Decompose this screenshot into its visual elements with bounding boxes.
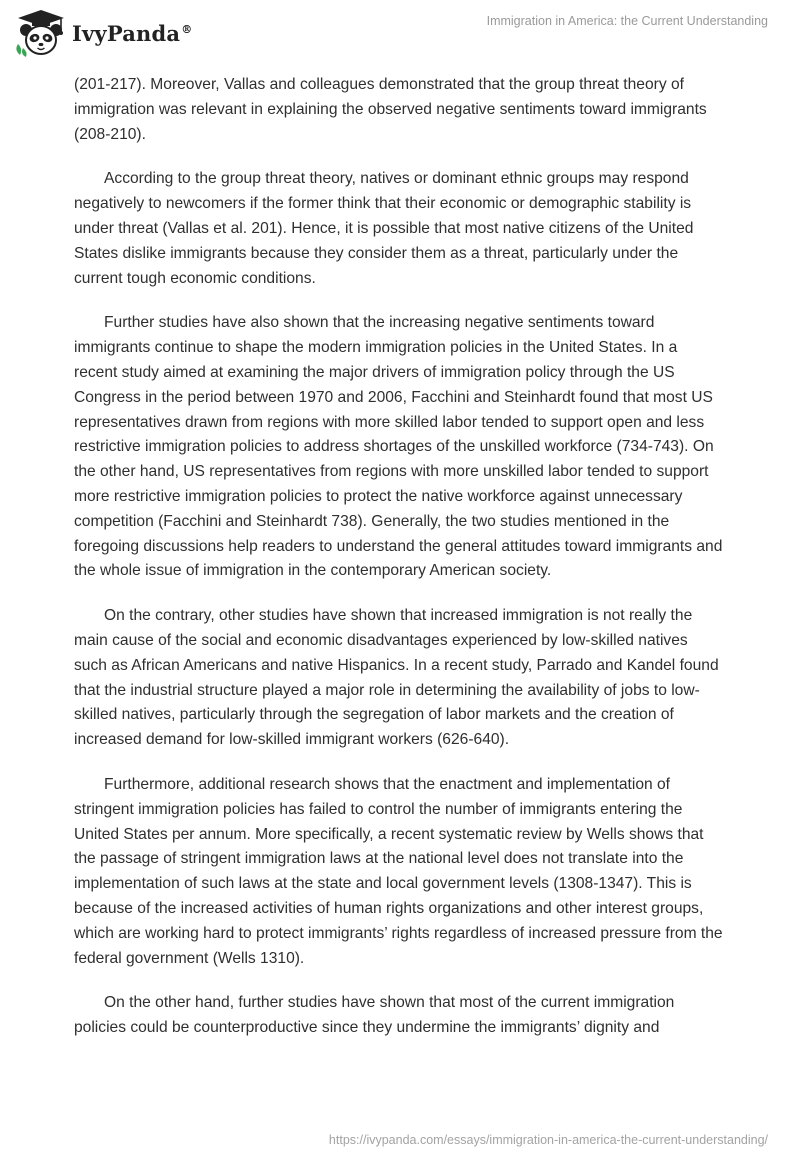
page-header [0,0,800,66]
paragraph: On the other hand, further studies have shown that most of the current immigration policies could be counterproductive since they undermine the immigrants’ dignity and [74,994,675,1037]
registered-mark: ® [181,22,193,36]
paragraph: (201-217). Moreover, Vallas and colleagues demonstrated that the group threat theory of immigration was relevant in explaining the observed negative sentiments toward immigrants (208-210). [74,76,707,143]
paragraph: On the contrary, other studies have shown that increased immigration is not really the main cause of the social and economic disadvantages experienced by low-skilled natives such as African Americans and native Hispanics. In a recent study, Parrado and Kandel found that the industrial structure played a major role in determining the availability of jobs to low-skilled natives, particularly through the segregation of labor markets and the creation of increased demand for low-skilled immigrant workers (626-640). [74,607,719,749]
paragraph: According to the group threat theory, natives or dominant ethnic groups may respond negatively to newcomers if the former think that their economic or demographic stability is under threat (Vallas et al. 201). Hence, it is possible that most native citizens of the United States dislike immigrants because they consider them as a threat, particularly under the current tough economic conditions. [74,170,694,287]
paragraph: Further studies have also shown that the increasing negative sentiments toward immigrants continue to shape the modern immigration policies in the United States. In a recent study aimed at examining the major drivers of immigration policy through the US Congress in the period between 1970 and 2006, Facchini and Steinhardt found that most US representatives drawn from regions with more skilled labor tended to support open and less restrictive immigration policies to address shortages of the unskilled workforce (734-743). On the other hand, US representatives from regions with more unskilled labor tended to support more restrictive immigration policies to protect the native workforce against unnecessary competition (Facchini and Steinhardt 738). Generally, the two studies mentioned in the foregoing discussions help readers to understand the general attitudes toward immigrants and the whole issue of immigration in the contemporary American society. [74,314,723,580]
ivypanda-logo-link[interactable] [14,8,192,58]
essay-body [74,73,724,1061]
brand-name [72,21,192,46]
source-url-link[interactable]: https://ivypanda.com/essays/immigration-in-america-the-current-understanding/ [328,1133,768,1147]
panda-graduate-logo-icon [14,8,68,58]
document-title: Immigration in America: the Current Understanding [486,14,768,28]
paragraph: Furthermore, additional research shows that the enactment and implementation of stringent immigration policies has failed to control the number of immigrants entering the United States per annum. More specifically, a recent systematic review by Wells shows that the passage of stringent immigration laws at the national level does not translate into the implementation of such laws at the state and local government levels (1308-1347). This is because of the increased activities of human rights organizations and other interest groups, which are working hard to protect immigrants’ rights regardless of increased pressure from the federal government (Wells 1310). [74,775,723,967]
brand-text: IvyPanda [72,20,181,46]
